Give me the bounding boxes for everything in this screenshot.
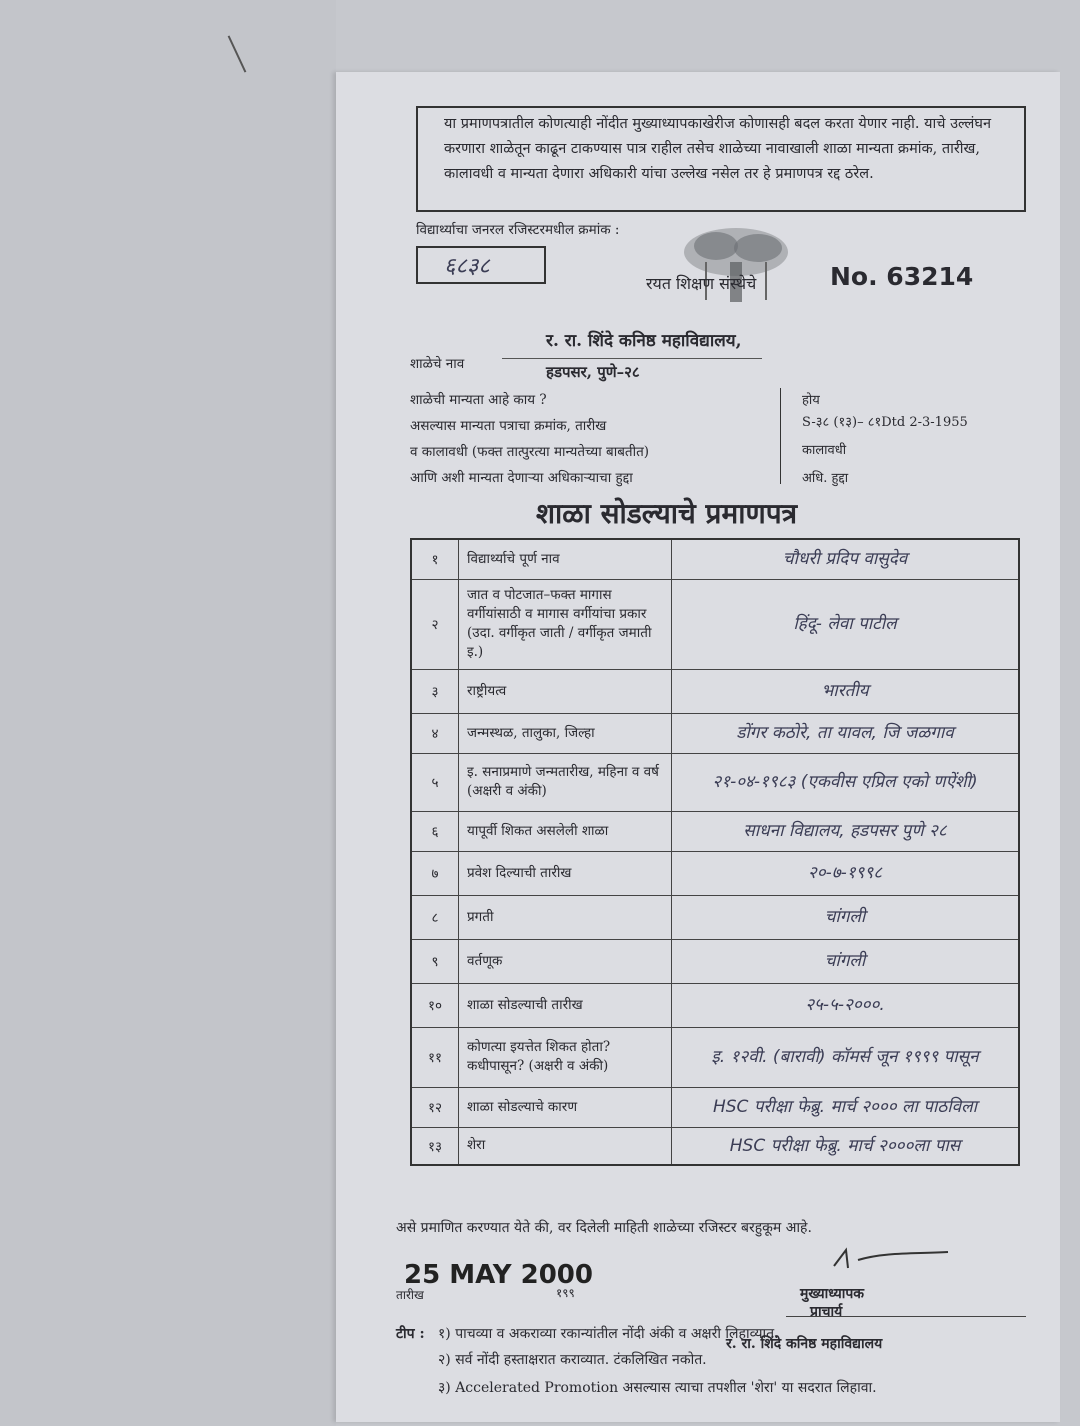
school-address: हडपसर, पुणे–२८ [546,363,640,381]
row-number: ६ [411,811,459,851]
row-number: ८ [411,895,459,939]
row-label: वर्तणूक [459,939,672,983]
recognition-letter-question: असल्यास मान्यता पत्राचा क्रमांक, तारीख [410,418,607,434]
gr-number-value: ६८३८ [416,246,546,284]
table-row [411,579,1019,669]
table-row [411,713,1019,753]
row-label: प्रवेश दिल्याची तारीख [459,851,672,895]
row-number: ५ [411,753,459,811]
certificate-page [336,72,1060,1422]
row-number: ४ [411,713,459,753]
row-value: चांगली [672,939,1020,983]
table-row [411,811,1019,851]
row-value: डोंगर कठोरे, ता यावल, जि जळगाव [672,713,1020,753]
row-label: शाळा सोडल्याची तारीख [459,983,672,1027]
row-label: यापूर्वी शिकत असलेली शाळा [459,811,672,851]
row-number: १३ [411,1127,459,1165]
row-value: भारतीय [672,669,1020,713]
row-value: साधना विद्यालय, हडपसर पुणे २८ [672,811,1020,851]
row-number: १२ [411,1087,459,1127]
recognition-question: शाळेची मान्यता आहे काय ? [410,392,547,408]
principal-label: प्राचार्य [810,1304,843,1320]
row-label: जात व पोटजात–फक्त मागास वर्गीयांसाठी व मागास वर्गीयांचा प्रकार (उदा. वर्गीकृत जाती / वर्गीकृत जमाती इ.) [459,579,672,669]
recognition-period-question: व कालावधी (फक्त तात्पुरत्या मान्यतेच्या बाबतीत) [410,444,650,460]
recognition-letter-answer: S-३८ (१३)– ८१Dtd 2-3-1955 [802,415,968,430]
row-number: ९ [411,939,459,983]
school-name: र. रा. शिंदे कनिष्ठ महाविद्यालय, [546,331,742,351]
table-row [411,895,1019,939]
row-label: शाळा सोडल्याचे कारण [459,1087,672,1127]
row-value: इ. १२वी. (बारावी) कॉमर्स जून १९९९ पासून [672,1027,1020,1087]
table-row [411,983,1019,1027]
row-label: जन्मस्थळ, तालुका, जिल्हा [459,713,672,753]
school-name-label: शाळेचे नाव [410,356,465,372]
background-left [0,0,336,1426]
headmaster-signature [824,1244,954,1274]
note-1: १) पाचव्या व अकराव्या रकान्यांतील नोंदी अंकी व अक्षरी लिहाव्यात. [438,1326,779,1342]
college-stamp: र. रा. शिंदे कनिष्ठ महाविद्यालय [726,1336,883,1352]
headmaster-label: मुख्याध्यापक [800,1286,865,1302]
recognition-answer: होय [802,393,820,408]
row-value: २०-७-१९९८ [672,851,1020,895]
row-number: १ [411,539,459,579]
note-title: टीप : [396,1326,425,1342]
row-value: २१-०४-१९८३ (एकवीस एप्रिल एको णऐंशी) [672,753,1020,811]
row-number: ७ [411,851,459,895]
row-label: प्रगती [459,895,672,939]
row-value: HSC परीक्षा फेब्रु. मार्च २०००ला पास [672,1127,1020,1165]
warning-notice: या प्रमाणपत्रातील कोणत्याही नोंदीत मुख्याध्यापकाखेरीज कोणासही बदल करता येणार नाही. याचे उल्लंघन करणारा शाळेतून काढून टाकण्यास पात्र राहील तसेच शाळेच्या नावाखाली शाळा मान्यता क्रमांक, तारीख, कालावधी व मान्यता देणारा अधिकारी यांचा उल्लेख नसेल तर हे प्रमाणपत्र रद्द ठरेल. [416,106,1026,212]
certificate-number: No. 63214 [830,262,974,291]
table-row [411,939,1019,983]
note-3: ३) Accelerated Promotion असल्यास त्याचा तपशील 'शेरा' या सदरात लिहावा. [438,1380,877,1396]
row-value: २५-५-२०००. [672,983,1020,1027]
year-suffix: १९९ [556,1286,575,1300]
table-row [411,539,1019,579]
row-label: विद्यार्थ्याचे पूर्ण नाव [459,539,672,579]
row-value: चांगली [672,895,1020,939]
details-table [410,538,1020,1166]
signature-line [786,1316,1026,1317]
row-value: हिंदू- लेवा पाटील [672,579,1020,669]
row-number: ३ [411,669,459,713]
certificate-title: शाळा सोडल्याचे प्रमाणपत्र [536,497,798,530]
row-label: इ. सनाप्रमाणे जन्मतारीख, महिना व वर्ष (अक्षरी व अंकी) [459,753,672,811]
row-number: २ [411,579,459,669]
organization-name: रयत शिक्षण संस्थेचे [646,274,757,293]
row-label: शेरा [459,1127,672,1165]
table-row [411,1087,1019,1127]
recognition-authority-question: आणि अशी मान्यता देणाऱ्या अधिकाऱ्याचा हुद्दा [410,470,633,486]
table-row [411,753,1019,811]
table-row [411,1127,1019,1165]
row-value: चौधरी प्रदिप वासुदेव [672,539,1020,579]
table-row [411,669,1019,713]
school-name-underline [502,358,762,359]
table-row [411,851,1019,895]
date-label: तारीख [396,1288,424,1302]
row-number: ११ [411,1027,459,1087]
table-row [411,1027,1019,1087]
recognition-period-answer: कालावधी [802,443,847,458]
banyan-tree-logo [676,222,796,312]
recognition-authority-answer: अधि. हुद्दा [802,471,849,486]
row-value: HSC परीक्षा फेब्रु. मार्च २००० ला पाठविला [672,1087,1020,1127]
gr-number-label: विद्यार्थ्याचा जनरल रजिस्टरमधील क्रमांक : [416,222,620,238]
row-label: कोणत्या इयत्तेत शिकत होता? कधीपासून? (अक्षरी व अंकी) [459,1027,672,1087]
row-label: राष्ट्रीयत्व [459,669,672,713]
date-stamp: 25 MAY 2000 [404,1260,593,1290]
divider [780,388,781,484]
certification-statement: असे प्रमाणित करण्यात येते की, वर दिलेली माहिती शाळेच्या रजिस्टर बरहुकूम आहे. [396,1220,812,1236]
row-number: १० [411,983,459,1027]
note-2: २) सर्व नोंदी हस्ताक्षरात कराव्यात. टंकलिखित नकोत. [438,1352,707,1368]
